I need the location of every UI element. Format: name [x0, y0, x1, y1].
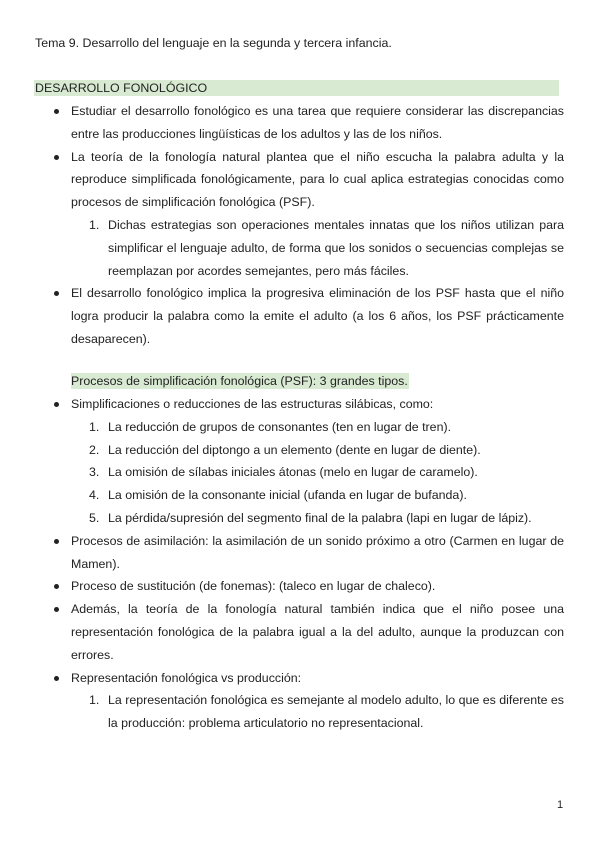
- sub-item-text: La representación fonológica es semejante al modelo adulto, lo que es diferente es la producción: problema articulatorio no representacional.: [108, 693, 564, 731]
- bullet-dot-icon: [54, 109, 59, 114]
- sub-item-number: 4.: [89, 488, 100, 503]
- list-item: [0, 393, 600, 416]
- section-heading: DESARROLLO FONOLÓGICO: [34, 80, 559, 96]
- bullet-dot-icon: [54, 539, 59, 544]
- page-number: 1: [557, 799, 564, 811]
- list-item: [0, 530, 600, 576]
- sub-item-text: La omisión de sílabas iniciales átonas (melo en lugar de caramelo).: [108, 465, 478, 480]
- bullet-dot-icon: [54, 584, 59, 589]
- list-item-text: El desarrollo fonológico implica la progresiva eliminación de los PSF hasta que el niño logra producir la palabra como la emite el adulto (a los 6 años, los PSF prácticamente desaparecen).: [71, 286, 564, 346]
- sub-item-text: La pérdida/supresión del segmento final de la palabra (lapi en lugar de lápiz).: [108, 510, 532, 525]
- list-item-text: Simplificaciones o reducciones de las estructuras silábicas, como:: [71, 397, 434, 411]
- list-item-text: La teoría de la fonología natural plantea que el niño escucha la palabra adulta y la reproduce simplificada fonológicamente, para lo cual aplica estrategias conocidas como procesos de simplificación fonológica (PSF).: [71, 149, 564, 210]
- list-item: [0, 598, 600, 666]
- sub-item-number: 2.: [89, 442, 100, 457]
- numbered-sub-item: [0, 461, 600, 484]
- numbered-sub-item: [0, 689, 600, 735]
- bullet-dot-icon: [54, 607, 59, 612]
- bullet-dot-icon: [54, 155, 59, 160]
- list-item-text: Procesos de asimilación: la asimilación de un sonido próximo a otro (Carmen en lugar de Mamen).: [71, 533, 564, 571]
- sub-item-text: La reducción de grupos de consonantes (ten en lugar de tren).: [108, 419, 452, 434]
- list-item: [0, 667, 600, 690]
- sub-item-text: La reducción del diptongo a un elemento (dente en lugar de diente).: [108, 442, 481, 457]
- numbered-sub-item: [0, 416, 600, 439]
- list-item-text: Además, la teoría de la fonología natural también indica que el niño posee una representación fonológica de la palabra igual a la del adulto, aunque la produzcan con errores.: [71, 602, 564, 662]
- bullet-dot-icon: [54, 402, 59, 407]
- sub-item-number: 1.: [89, 419, 100, 434]
- numbered-sub-item: [0, 214, 600, 282]
- bullet-dot-icon: [54, 291, 59, 296]
- bullet-list-fonologico: [0, 100, 600, 351]
- list-item: [0, 100, 600, 146]
- sub-item-number: 5.: [89, 510, 100, 525]
- list-item: [0, 282, 600, 350]
- list-item-text: Representación fonológica vs producción:: [71, 670, 302, 685]
- sub-item-number: 1.: [89, 217, 100, 232]
- list-item: [0, 146, 600, 214]
- numbered-sub-item: [0, 507, 600, 530]
- subheading-psf: Procesos de simplificación fonológica (PSF): 3 grandes tipos.: [71, 374, 408, 388]
- bullet-dot-icon: [54, 676, 59, 681]
- sub-item-text: La omisión de la consonante inicial (ufanda en lugar de bufanda).: [108, 488, 467, 503]
- sub-item-number: 3.: [89, 465, 100, 480]
- list-item: [0, 575, 600, 598]
- sub-item-text: Dichas estrategias son operaciones mentales innatas que los niños utilizan para simplificar el lenguaje adulto, de forma que los sonidos o secuencias complejas se reemplazan por acordes semejantes, pero más fáciles.: [108, 217, 564, 278]
- document-title: Tema 9. Desarrollo del lenguaje en la segunda y tercera infancia.: [35, 36, 392, 50]
- bullet-list-psf: [0, 393, 600, 735]
- list-item-text: Estudiar el desarrollo fonológico es una tarea que requiere considerar las discrepancias entre las producciones lingüísticas de los adultos y las de los niños.: [71, 104, 564, 141]
- numbered-sub-item: [0, 484, 600, 507]
- numbered-sub-item: [0, 439, 600, 462]
- list-item-text: Proceso de sustitución (de fonemas): (taleco en lugar de chaleco).: [71, 579, 436, 594]
- sub-item-number: 1.: [89, 693, 100, 708]
